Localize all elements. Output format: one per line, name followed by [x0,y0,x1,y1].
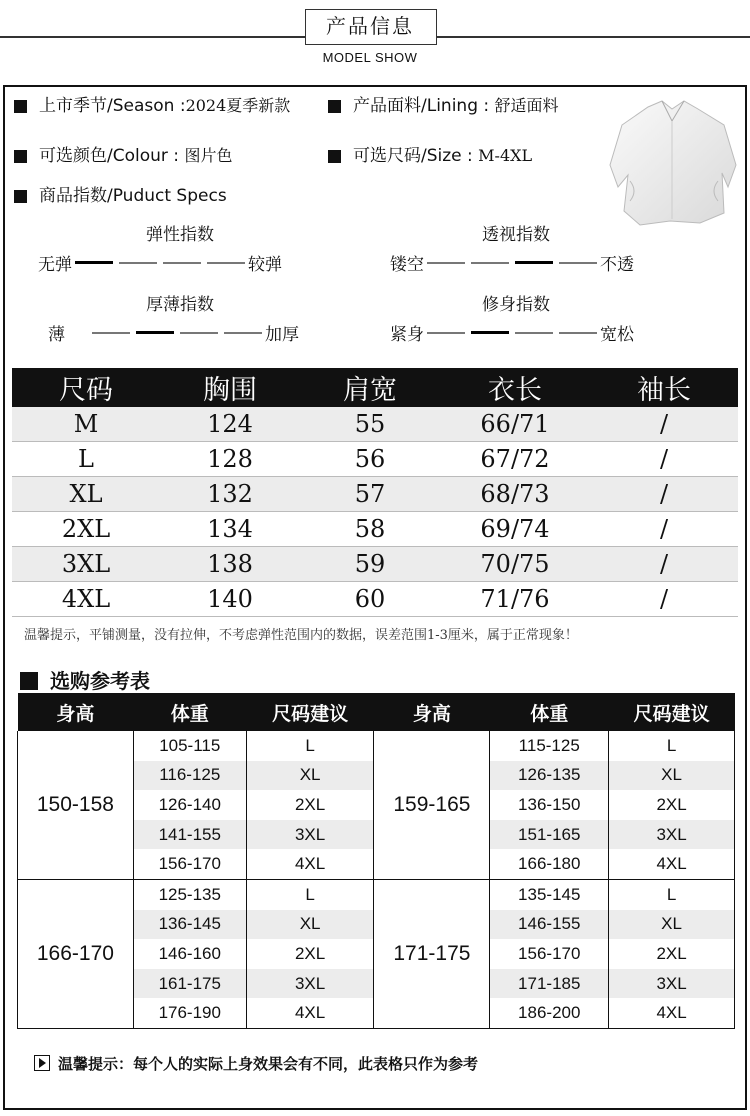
size-cell: 69/74 [440,512,590,547]
scale-right-label: 加厚 [265,325,299,345]
play-icon [34,1055,50,1071]
size-suggestion: 4XL [246,998,374,1028]
scale-title: 修身指数 [482,295,550,315]
size-cell: / [590,512,738,547]
size-row [12,582,738,617]
size-info [328,145,532,167]
ref-header-height-right: 身高 [374,693,490,731]
scale-right-label: 较弹 [248,255,282,275]
size-suggestion: L [609,731,735,761]
weight-range: 146-155 [490,910,609,940]
weight-range: 125-135 [133,879,246,909]
scale-left-label: 无弹 [38,255,72,275]
size-row [12,407,738,442]
size-cell: XL [12,477,160,512]
size-cell: 132 [160,477,300,512]
scale-segment [427,332,465,334]
size-cell: / [590,477,738,512]
size-suggestion: 2XL [609,939,735,969]
specs-label: 商品指数/Puduct Specs [39,186,227,206]
weight-range: 151-165 [490,820,609,850]
header-rule-left [0,36,305,38]
lining-info [328,95,559,117]
colour-info [14,145,232,167]
size-suggestion: 4XL [609,998,735,1028]
scale-left-label: 薄 [48,325,65,345]
size-suggestion: 4XL [609,849,735,879]
scale-segment [559,332,597,334]
scale-right-label: 不透 [600,255,634,275]
header-subtitle: MODEL SHOW [322,50,418,65]
bullet-square-icon [328,150,341,163]
header-title: 产品信息 [326,14,414,38]
weight-range: 171-185 [490,969,609,999]
reference-table-header [18,693,735,731]
scale-row [38,250,282,275]
bottom-note [34,1053,478,1074]
size-cell: 58 [300,512,440,547]
white-shirt-image [600,95,745,230]
scale-segment [180,332,218,334]
size-cell: 67/72 [440,442,590,477]
height-range: 171-175 [374,879,490,1028]
size-cell: L [12,442,160,477]
header-length: 衣长 [440,368,590,407]
size-cell: 55 [300,407,440,442]
ref-header-size-right: 尺码建议 [609,693,735,731]
header-sleeve: 袖长 [590,368,738,407]
weight-range: 126-140 [133,790,246,820]
reference-row [18,731,735,761]
size-suggestion: L [609,879,735,909]
scale-left-label: 紧身 [390,325,424,345]
size-cell: 56 [300,442,440,477]
scale-right-label: 宽松 [600,325,634,345]
size-cell: M [12,407,160,442]
scale-row [390,320,634,345]
weight-range: 116-125 [133,761,246,791]
size-cell: 138 [160,547,300,582]
ref-header-weight-left: 体重 [133,693,246,731]
scale-segment [119,262,157,264]
size-cell: 124 [160,407,300,442]
reference-table [17,693,735,1029]
size-suggestion: L [246,879,374,909]
scale-segment [92,332,130,334]
weight-range: 161-175 [133,969,246,999]
weight-range: 115-125 [490,731,609,761]
season-value: 2024夏季新款 [185,96,291,115]
size-cell: / [590,582,738,617]
size-row [12,477,738,512]
height-range: 166-170 [18,879,134,1028]
size-suggestion: L [246,731,374,761]
size-suggestion: 3XL [246,820,374,850]
size-suggestion: 2XL [246,939,374,969]
bullet-square-icon [14,100,27,113]
reference-title-text: 选购参考表 [50,669,150,693]
lining-value: 舒适面料 [494,96,559,115]
header-rule-right [435,36,750,38]
scale-segment [163,262,201,264]
scale-segment [224,332,262,334]
weight-range: 146-160 [133,939,246,969]
size-cell: 66/71 [440,407,590,442]
weight-range: 186-200 [490,998,609,1028]
size-suggestion: 3XL [246,969,374,999]
size-suggestion: 2XL [246,790,374,820]
size-cell: / [590,547,738,582]
scale-title: 弹性指数 [146,225,214,245]
height-range: 159-165 [374,731,490,879]
scale-row [390,250,634,275]
ref-header-weight-right: 体重 [490,693,609,731]
size-row [12,442,738,477]
colour-label: 可选颜色/Colour : [39,146,180,166]
size-cell: 4XL [12,582,160,617]
weight-range: 135-145 [490,879,609,909]
size-label: 可选尺码/Size : [353,146,473,166]
size-cell: 71/76 [440,582,590,617]
header-size: 尺码 [12,368,160,407]
header-shoulder: 肩宽 [300,368,440,407]
size-suggestion: XL [609,910,735,940]
weight-range: 176-190 [133,998,246,1028]
size-suggestion: 3XL [609,820,735,850]
size-suggestion: XL [609,761,735,791]
weight-range: 136-150 [490,790,609,820]
scale-segment-active [471,331,509,334]
scale-left-label: 镂空 [390,255,424,275]
size-cell: 70/75 [440,547,590,582]
size-cell: 140 [160,582,300,617]
height-range: 150-158 [18,731,134,879]
weight-range: 136-145 [133,910,246,940]
header-chest: 胸围 [160,368,300,407]
scale-segment-active [515,261,553,264]
size-suggestion: 3XL [609,969,735,999]
size-cell: 3XL [12,547,160,582]
size-cell: 2XL [12,512,160,547]
bullet-square-icon [20,672,38,690]
scale-title: 透视指数 [482,225,550,245]
weight-range: 105-115 [133,731,246,761]
scale-segment [515,332,553,334]
specs-info [14,185,227,207]
size-suggestion: XL [246,761,374,791]
ref-header-size-left: 尺码建议 [246,693,374,731]
bullet-square-icon [328,100,341,113]
weight-range: 141-155 [133,820,246,850]
colour-value: 图片色 [184,146,233,165]
size-suggestion: 4XL [246,849,374,879]
bullet-square-icon [14,150,27,163]
weight-range: 156-170 [490,939,609,969]
scale-segment [427,262,465,264]
size-table-header [12,368,738,407]
lining-label: 产品面料/Lining : [353,96,490,116]
size-cell: 59 [300,547,440,582]
weight-range: 126-135 [490,761,609,791]
weight-range: 166-180 [490,849,609,879]
size-suggestion: XL [246,910,374,940]
weight-range: 156-170 [133,849,246,879]
size-cell: 128 [160,442,300,477]
measure-note: 温馨提示，平铺测量，没有拉伸，不考虑弹性范围内的数据，误差范围1-3厘米，属于正常现象！ [24,628,578,643]
size-cell: / [590,442,738,477]
size-suggestion: 2XL [609,790,735,820]
scale-row [48,320,299,345]
reference-row [18,879,735,909]
scale-segment [207,262,245,264]
size-table [12,368,738,617]
season-info [14,95,290,117]
size-cell: 60 [300,582,440,617]
size-cell: / [590,407,738,442]
size-cell: 68/73 [440,477,590,512]
size-row [12,512,738,547]
ref-header-height-left: 身高 [18,693,134,731]
scale-segment-active [136,331,174,334]
scale-title: 厚薄指数 [146,295,214,315]
size-cell: 57 [300,477,440,512]
scale-segment [471,262,509,264]
season-label: 上市季节/Season : [39,96,186,116]
bullet-square-icon [14,190,27,203]
size-row [12,547,738,582]
bottom-note-text: 温馨提示：每个人的实际上身效果会有不同，此表格只作为参考 [58,1055,479,1073]
size-value: M-4XL [478,146,533,165]
reference-title [20,665,150,694]
scale-segment-active [75,261,113,264]
size-cell: 134 [160,512,300,547]
scale-segment [559,262,597,264]
